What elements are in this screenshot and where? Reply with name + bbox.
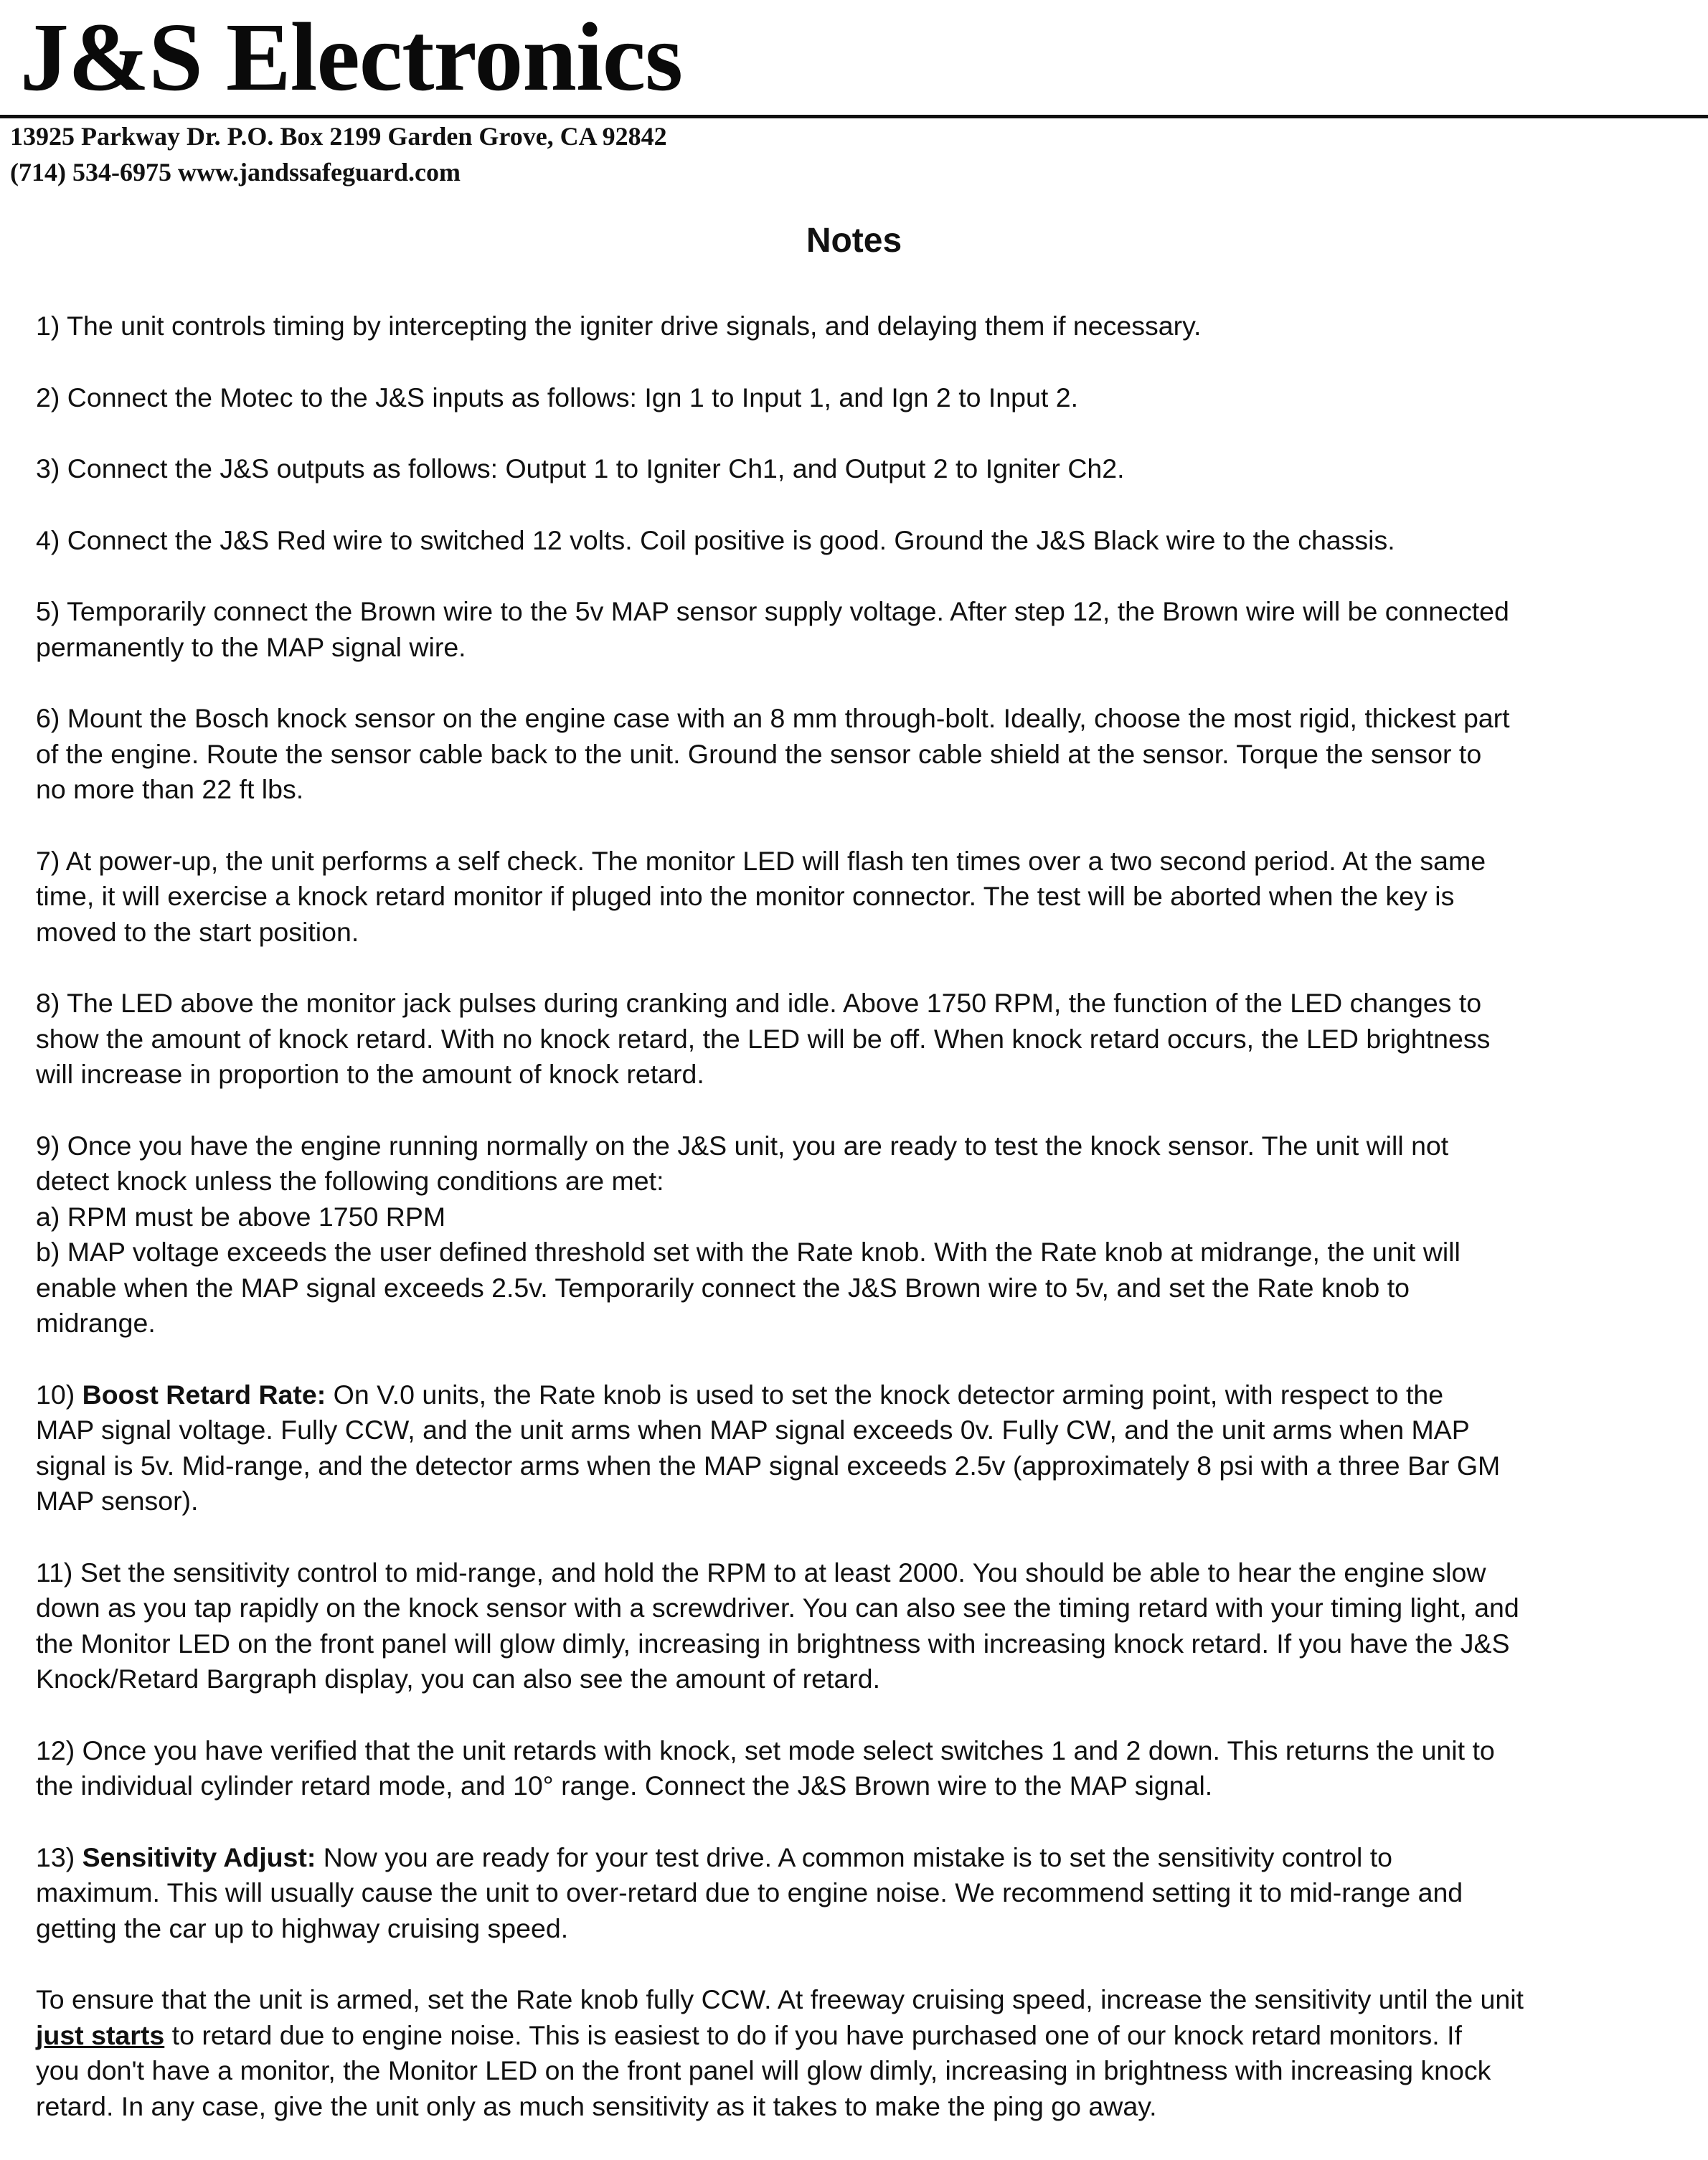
note-line: midrange.: [36, 1308, 156, 1338]
note-line: show the amount of knock retard. With no knock retard, the LED will be off. When knock retard occurs, the LED brightness: [36, 1023, 1491, 1054]
note-line: [36, 594, 1686, 630]
notes-body: [36, 308, 1686, 2160]
note-text: Now you are ready for your test drive. A common mistake is to set the sensitivity control to: [323, 1841, 1393, 1872]
note-text: Once you have verified that the unit retards with knock, set mode select switches 1 and 2 down. This returns the unit to: [82, 1735, 1495, 1765]
note-7: [36, 844, 1686, 951]
note-1: [36, 308, 1686, 344]
note-number: 7): [36, 845, 60, 876]
note-line: detect knock unless the following conditions are met:: [36, 1166, 664, 1196]
note-line: signal is 5v. Mid-range, and the detector arms when the MAP signal exceeds 2.5v (approximately 8 psi with a three Bar GM: [36, 1450, 1501, 1481]
note-line: of the engine. Route the sensor cable back to the unit. Ground the sensor cable shield at the sensor. Torque the sensor to: [36, 738, 1482, 769]
note-number: 8): [36, 988, 60, 1018]
note-line: will increase in proportion to the amount of knock retard.: [36, 1059, 704, 1089]
note-line: [36, 1555, 1686, 1591]
condition-b: b) MAP voltage exceeds the user defined threshold set with the Rate knob. With the Rate knob at midrange, the unit will: [36, 1237, 1461, 1267]
note-text: On V.0 units, the Rate knob is used to set the knock detector arming point, with respect to the: [333, 1379, 1444, 1410]
note-8: [36, 986, 1686, 1093]
note-line: MAP signal voltage. Fully CCW, and the unit arms when MAP signal exceeds 0v. Fully CW, and the unit arms when MAP: [36, 1415, 1470, 1445]
note-text: Temporarily connect the Brown wire to the 5v MAP sensor supply voltage. After step 12, the Brown wire will be connected: [67, 596, 1509, 626]
note-label: Boost Retard Rate:: [82, 1379, 326, 1410]
note-number: 3): [36, 453, 60, 484]
note-number: 1): [36, 311, 60, 341]
paragraph-line: To ensure that the unit is armed, set the Rate knob fully CCW. At freeway cruising speed, increase the sensitivity until the unit: [36, 1984, 1524, 2014]
note-line: [36, 451, 1686, 487]
note-2: [36, 380, 1686, 416]
note-number: 10): [36, 1379, 75, 1410]
note-line: [36, 1840, 1686, 1876]
note-text: At power-up, the unit performs a self check. The monitor LED will flash ten times over a two second period. At the same: [65, 845, 1486, 876]
note-text: Connect the Motec to the J&S inputs as follows: Ign 1 to Input 1, and Ign 2 to Input 2.: [67, 382, 1078, 412]
note-text: Connect the J&S Red wire to switched 12 volts. Coil positive is good. Ground the J&S Black wire to the chassis.: [67, 524, 1395, 555]
paragraph-line: [36, 2018, 1686, 2054]
note-line: [36, 986, 1686, 1022]
paragraph-line: retard. In any case, give the unit only as much sensitivity as it takes to make the ping go away.: [36, 2090, 1157, 2121]
company-name: J&S Electronics: [20, 4, 683, 111]
paragraph-text: to retard due to engine noise. This is easiest to do if you have purchased one of our knock retard monitors. If: [171, 2019, 1462, 2050]
note-line: the Monitor LED on the front panel will glow dimly, increasing in brightness with increasing knock retard. If you have the J&S: [36, 1628, 1510, 1659]
note-number: 4): [36, 524, 60, 555]
header-rule: [0, 115, 1708, 118]
note-line: [36, 844, 1686, 879]
note-number: 12): [36, 1735, 75, 1765]
note-line: no more than 22 ft lbs.: [36, 774, 304, 804]
note-text: The LED above the monitor jack pulses during cranking and idle. Above 1750 RPM, the function of the LED changes to: [67, 988, 1482, 1018]
note-number: 9): [36, 1130, 60, 1161]
condition-a: a) RPM must be above 1750 RPM: [36, 1201, 446, 1232]
note-line: [36, 523, 1686, 559]
note-line: MAP sensor).: [36, 1486, 199, 1516]
note-line: [36, 1128, 1686, 1164]
note-line: moved to the start position.: [36, 916, 359, 947]
note-line: [36, 1377, 1686, 1413]
note-text: Mount the Bosch knock sensor on the engine case with an 8 mm through-bolt. Ideally, choose the most rigid, thickest part: [67, 703, 1510, 733]
note-4: [36, 523, 1686, 559]
note-9: [36, 1128, 1686, 1341]
note-line: [36, 1733, 1686, 1769]
note-3: [36, 451, 1686, 487]
company-address: 13925 Parkway Dr. P.O. Box 2199 Garden Grove, CA 92842: [10, 122, 667, 151]
note-line: down as you tap rapidly on the knock sensor with a screwdriver. You can also see the timing retard with your timing light, and: [36, 1593, 1519, 1623]
note-13: [36, 1840, 1686, 1947]
note-number: 13): [36, 1841, 75, 1872]
note-line: permanently to the MAP signal wire.: [36, 631, 466, 662]
note-label: Sensitivity Adjust:: [82, 1841, 316, 1872]
note-line: getting the car up to highway cruising speed.: [36, 1913, 569, 1943]
page-title: Notes: [806, 222, 902, 260]
company-contact: (714) 534-6975 www.jandssafeguard.com: [10, 158, 461, 187]
note-text: Set the sensitivity control to mid-range, and hold the RPM to at least 2000. You should be able to hear the engine slow: [80, 1557, 1486, 1588]
note-text: Once you have the engine running normally on the J&S unit, you are ready to test the knock sensor. The unit will not: [67, 1130, 1449, 1161]
note-line: time, it will exercise a knock retard monitor if pluged into the monitor connector. The test will be aborted when the key is: [36, 881, 1455, 911]
note-5: [36, 594, 1686, 665]
paragraph-line: you don't have a monitor, the Monitor LED on the front panel will glow dimly, increasing in brightness with increasing knock: [36, 2055, 1491, 2085]
note-number: 2): [36, 382, 60, 412]
note-text: The unit controls timing by intercepting the igniter drive signals, and delaying them if necessary.: [67, 311, 1202, 341]
note-line: [36, 380, 1686, 416]
note-number: 6): [36, 703, 60, 733]
note-text: Connect the J&S outputs as follows: Output 1 to Igniter Ch1, and Output 2 to Igniter Ch2.: [67, 453, 1125, 484]
emphasis-just-starts: just starts: [36, 2019, 165, 2050]
note-6: [36, 701, 1686, 808]
note-line: the individual cylinder retard mode, and 10° range. Connect the J&S Brown wire to the MAP signal.: [36, 1770, 1213, 1801]
note-line: Knock/Retard Bargraph display, you can also see the amount of retard.: [36, 1664, 881, 1694]
note-line: enable when the MAP signal exceeds 2.5v. Temporarily connect the J&S Brown wire to 5v, and set the Rate knob to: [36, 1272, 1410, 1303]
note-number: 11): [36, 1557, 73, 1588]
note-12: [36, 1733, 1686, 1804]
note-line: [36, 308, 1686, 344]
note-line: maximum. This will usually cause the unit to over-retard due to engine noise. We recommend setting it to mid-range and: [36, 1877, 1463, 1907]
note-11: [36, 1555, 1686, 1697]
note-number: 5): [36, 596, 60, 626]
note-10: [36, 1377, 1686, 1519]
final-paragraph: [36, 1982, 1686, 2124]
note-line: [36, 701, 1686, 737]
